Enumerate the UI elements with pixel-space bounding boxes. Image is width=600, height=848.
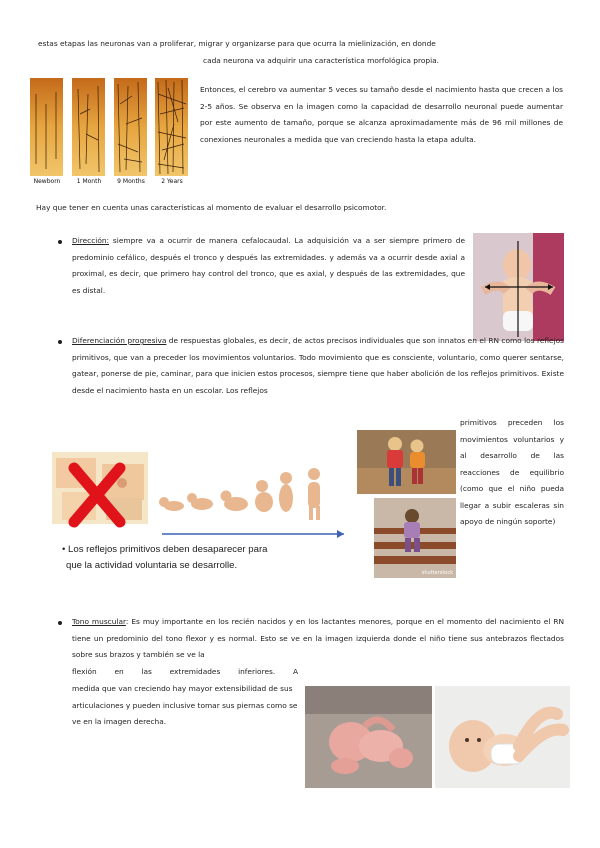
motor-development-figure: [52, 438, 352, 538]
tono-flexion-line: flexión en las extremidades inferiores. A: [72, 667, 298, 676]
diferenciacion-term: Diferenciación progresiva: [72, 336, 167, 345]
intro-line-2: cada neurona va adquirir una característica morfológica propia.: [203, 56, 440, 65]
stock-watermark: shutterstock: [421, 570, 453, 576]
tono-text: : Es muy importante en los recién nacidos y en los lactantes menores, porque en el momento del nacimiento el RN tiene un predominio del tono flexor y es normal. Esto se ve en la imagen izquierda donde el niño tiene sus antebrazos flectados sobre sus brazos y también se ve la: [72, 617, 565, 659]
brain-label-9-months: 9 Months: [117, 178, 145, 185]
tono-term: Tono muscular: [72, 617, 126, 626]
bullet-direccion: [58, 240, 62, 244]
direccion-text: siempre va a ocurrir de manera cefalocaudal. La adquisición va a ser siempre primero de predominio cefálico, después el tronco y después las extremidades. y además va a ocurrir desde axial a proximal, es decir, que primero hay control del tronco, que es axial, y después de las extremidades, que es distal.: [72, 236, 465, 295]
baby-held-photo: [473, 233, 564, 341]
bullet-tono: [58, 621, 62, 625]
direccion-paragraph: [72, 233, 465, 299]
brain-label-2-years: 2 Years: [161, 178, 183, 185]
tono-rest-paragraph: medida que van creciendo hay mayor extensibilidad de sus articulaciones y pueden inclusive tomar sus piernas como se ve en la imagen derecha.: [72, 684, 298, 726]
characteristics-intro: Hay que tener en cuenta unas características al momento de evaluar el desarrollo psicomotor.: [36, 203, 387, 212]
diferenciacion-text: de respuestas globales, es decir, de actos precisos individuales que son innatos en el RN como los reflejos primitivos, que van a preceder los movimientos voluntarios. Todo movimiento que es consciente, voluntario, como querer sentarse, gatear, ponerse de pie, caminar, para que inicien estos procesos, siempre tiene que haber abolición de los reflejos primitivos. Existe desde el nacimiento hasta en un escolar. Los reflejos: [72, 336, 564, 395]
diferenciacion-side-text: primitivos preceden los movimientos voluntarios y al desarrollo de las reacciones de equilibrio (como que el niño pueda llegar a subir escaleras sin apoyo de ningún soporte): [460, 418, 564, 526]
diferenciacion-paragraph: [72, 333, 564, 399]
tono-paragraph: [72, 614, 564, 664]
brain-paragraph: Entonces, el cerebro va aumentar 5 veces su tamaño desde el nacimiento hasta que crecen a los 2-5 años. Se observa en la imagen como la capacidad de desarrollo neuronal puede aumentar por este aumento de tamaño, porque se alcanza aproximadamente más de 96 mil millones de conexiones neuronales a medida que van creciendo hasta la etapa adulta.: [200, 85, 563, 144]
brain-label-newborn: Newborn: [33, 178, 61, 185]
brain-development-figure: [28, 74, 190, 190]
bullet-diferenciacion: [58, 340, 62, 344]
child-stairs-photo: [374, 498, 456, 578]
direccion-term: Dirección:: [72, 236, 110, 245]
reflex-caption-line-1: • Los reflejos primitivos deben desaparecer para: [62, 544, 268, 555]
reflex-caption-line-2: que la actividad voluntaria se desarrolle.: [66, 560, 238, 571]
newborn-flexed-photo: [305, 686, 432, 788]
brain-label-1-month: 1 Month: [76, 178, 102, 185]
intro-line-1: estas etapas las neuronas van a proliferar, migrar y organizarse para que ocurra la mielinización, en donde: [38, 39, 436, 48]
children-walking-photo: [357, 430, 456, 494]
baby-holding-legs-photo: [435, 686, 570, 788]
